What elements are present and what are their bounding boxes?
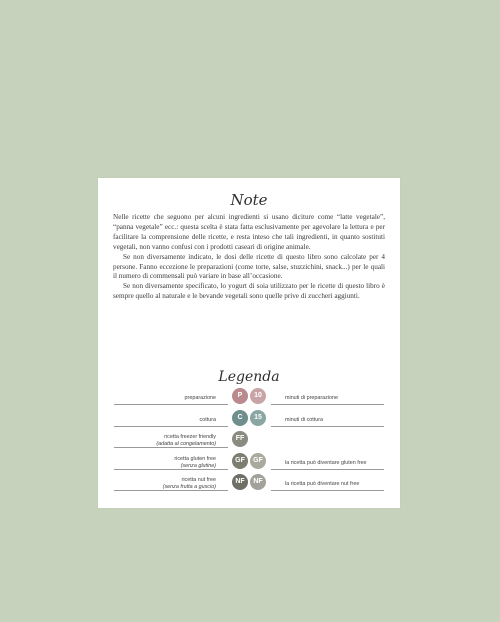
legend-label-text: preparazione bbox=[184, 395, 216, 401]
legend-label bbox=[96, 456, 216, 469]
legend-label-text: ricetta nut free bbox=[181, 477, 216, 483]
legend-description: minuti di preparazione bbox=[285, 395, 339, 401]
legend-badge: P bbox=[232, 388, 248, 404]
legend-row bbox=[98, 478, 400, 498]
note-paragraph-1: Nelle ricette che seguono per alcuni ingredienti si usano diciture come “latte vegetale”, “panna vegetale” ecc.: questa scelta è stata fatta esclusivamente per agevolare la lettura e per facilitare la comprensione delle ricette, e resta inteso che tali ingredienti, in quanto sostituti vegetali, non vanno confusi con i prodotti caseari di origine animale. bbox=[113, 213, 385, 251]
legend-divider bbox=[271, 469, 384, 470]
legend-badge: FF bbox=[232, 431, 248, 447]
legend-row bbox=[98, 414, 400, 434]
legend-divider bbox=[114, 426, 228, 427]
legend-badge: 10 bbox=[250, 388, 266, 404]
legend-label-sub: (senza frutta a guscio) bbox=[162, 483, 216, 490]
legend-label bbox=[96, 477, 216, 490]
legend-label bbox=[96, 417, 216, 424]
legend-divider bbox=[271, 426, 384, 427]
legend-row bbox=[98, 392, 400, 412]
legend-divider bbox=[114, 490, 228, 491]
legend-description: la ricetta può diventare nut free bbox=[285, 481, 360, 487]
legend-label-sub: (senza glutine) bbox=[180, 462, 216, 469]
legend-label-text: ricetta freezer friendly bbox=[164, 434, 216, 440]
legend-description: la ricetta può diventare gluten free bbox=[285, 460, 367, 466]
legend-label-sub: (adatta al congelamento) bbox=[156, 440, 216, 447]
legend-badge: GF bbox=[250, 453, 266, 469]
legend-divider bbox=[271, 490, 384, 491]
note-body bbox=[113, 213, 385, 302]
legend-label bbox=[96, 434, 216, 447]
legend-badge: NF bbox=[232, 474, 248, 490]
legend-divider bbox=[114, 404, 228, 405]
legend-label-text: cottura bbox=[199, 417, 216, 423]
legend-badge: 15 bbox=[250, 410, 266, 426]
legend-badge: GF bbox=[232, 453, 248, 469]
legend-description: minuti di cottura bbox=[285, 417, 324, 423]
legend-divider bbox=[114, 469, 228, 470]
legend-badge: NF bbox=[250, 474, 266, 490]
note-paragraph-3: Se non diversamente specificato, lo yogurt di soia utilizzato per le ricette di questo libro è sempre quello al naturale e le bevande vegetali sono quelle prive di zuccheri aggiunti. bbox=[113, 282, 385, 301]
legend-title: Legenda bbox=[218, 369, 280, 385]
book-page bbox=[98, 178, 400, 508]
legend-row bbox=[98, 435, 400, 455]
legend-divider bbox=[271, 404, 384, 405]
legend-row bbox=[98, 457, 400, 477]
legend-divider bbox=[114, 447, 228, 448]
legend-label bbox=[96, 395, 216, 402]
note-paragraph-2: Se non diversamente indicato, le dosi delle ricette di questo libro sono calcolate per 4 persone. Fanno eccezione le preparazioni (come torte, salse, stuzzichini, snack...) per le quali il numero di commensali può variare in base all’occasione. bbox=[113, 252, 385, 281]
note-title: Note bbox=[230, 191, 268, 209]
legend-badge: C bbox=[232, 410, 248, 426]
legend-label-text: ricetta gluten free bbox=[174, 456, 216, 462]
